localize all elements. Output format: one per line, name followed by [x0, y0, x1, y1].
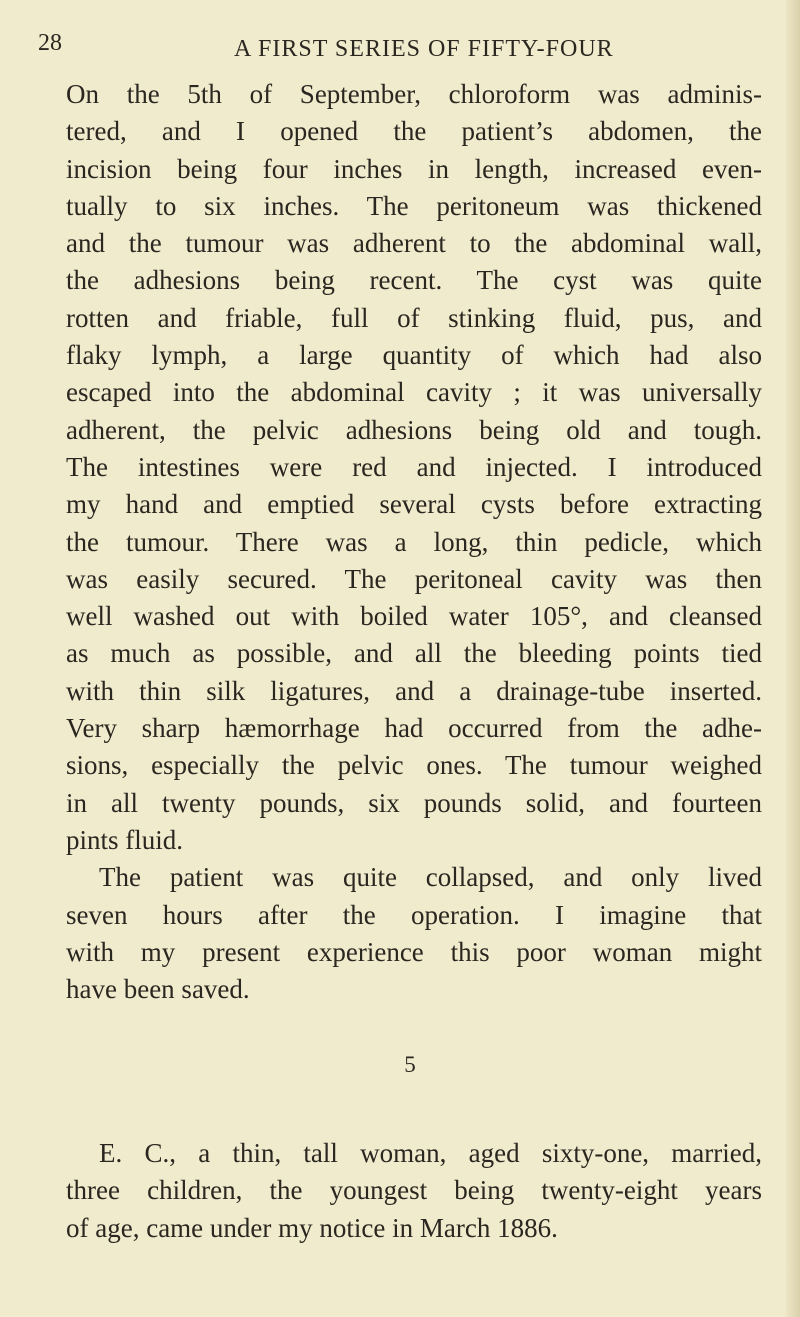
- text-line: flaky lymph, a large quantity of which had also: [66, 340, 762, 371]
- text-line: the adhesions being recent. The cyst was quite: [66, 265, 762, 296]
- page-header: [0, 28, 800, 68]
- case-paragraph: [66, 1135, 762, 1247]
- text-line: the tumour. There was a long, thin pedicle, which: [66, 526, 762, 557]
- text-line: have been saved.: [66, 974, 250, 1005]
- page-edge-shadow: [786, 0, 800, 1317]
- text-line: with my present experience this poor woman might: [66, 936, 762, 967]
- text-line: incision being four inches in length, increased even-: [66, 153, 762, 184]
- text-line: escaped into the abdominal cavity ; it was universally: [66, 377, 762, 408]
- case-number: 5: [404, 1052, 416, 1077]
- text-line: The patient was quite collapsed, and only lived: [99, 862, 762, 893]
- text-line: tered, and I opened the patient’s abdomen, the: [66, 116, 762, 147]
- text-line: as much as possible, and all the bleeding points tied: [66, 638, 762, 669]
- text-line: pints fluid.: [66, 824, 184, 855]
- text-line: in all twenty pounds, six pounds solid, and fourteen: [66, 787, 762, 818]
- text-line: On the 5th of September, chloroform was adminis-: [66, 79, 762, 109]
- text-line: sions, especially the pelvic ones. The tumour weighed: [66, 750, 762, 781]
- paragraph-outcome: [66, 859, 762, 1008]
- text-line: with thin silk ligatures, and a drainage-tube inserted.: [66, 675, 762, 706]
- paragraph-operation: [66, 76, 762, 859]
- page-number: 28: [38, 30, 62, 56]
- text-line: seven hours after the operation. I imagine that: [66, 899, 762, 930]
- text-line: E. C., a thin, tall woman, aged sixty-one, married,: [99, 1138, 762, 1168]
- text-line: tually to six inches. The peritoneum was thickened: [66, 190, 762, 221]
- text-line: well washed out with boiled water 105°, and cleansed: [66, 601, 762, 632]
- running-head: A FIRST SERIES OF FIFTY-FOUR: [234, 36, 614, 62]
- text-line: and the tumour was adherent to the abdominal wall,: [66, 228, 762, 259]
- main-text: [66, 76, 762, 1008]
- text-line: three children, the youngest being twenty-eight years: [66, 1175, 762, 1206]
- text-line: of age, came under my notice in March 1886.: [66, 1212, 558, 1243]
- text-line: was easily secured. The peritoneal cavity was then: [66, 563, 762, 594]
- text-line: adherent, the pelvic adhesions being old and tough.: [66, 414, 762, 445]
- text-line: rotten and friable, full of stinking fluid, pus, and: [66, 302, 762, 333]
- text-line: The intestines were red and injected. I introduced: [66, 451, 762, 482]
- text-line: Very sharp hæmorrhage had occurred from the adhe-: [66, 713, 762, 744]
- text-line: my hand and emptied several cysts before extracting: [66, 489, 762, 520]
